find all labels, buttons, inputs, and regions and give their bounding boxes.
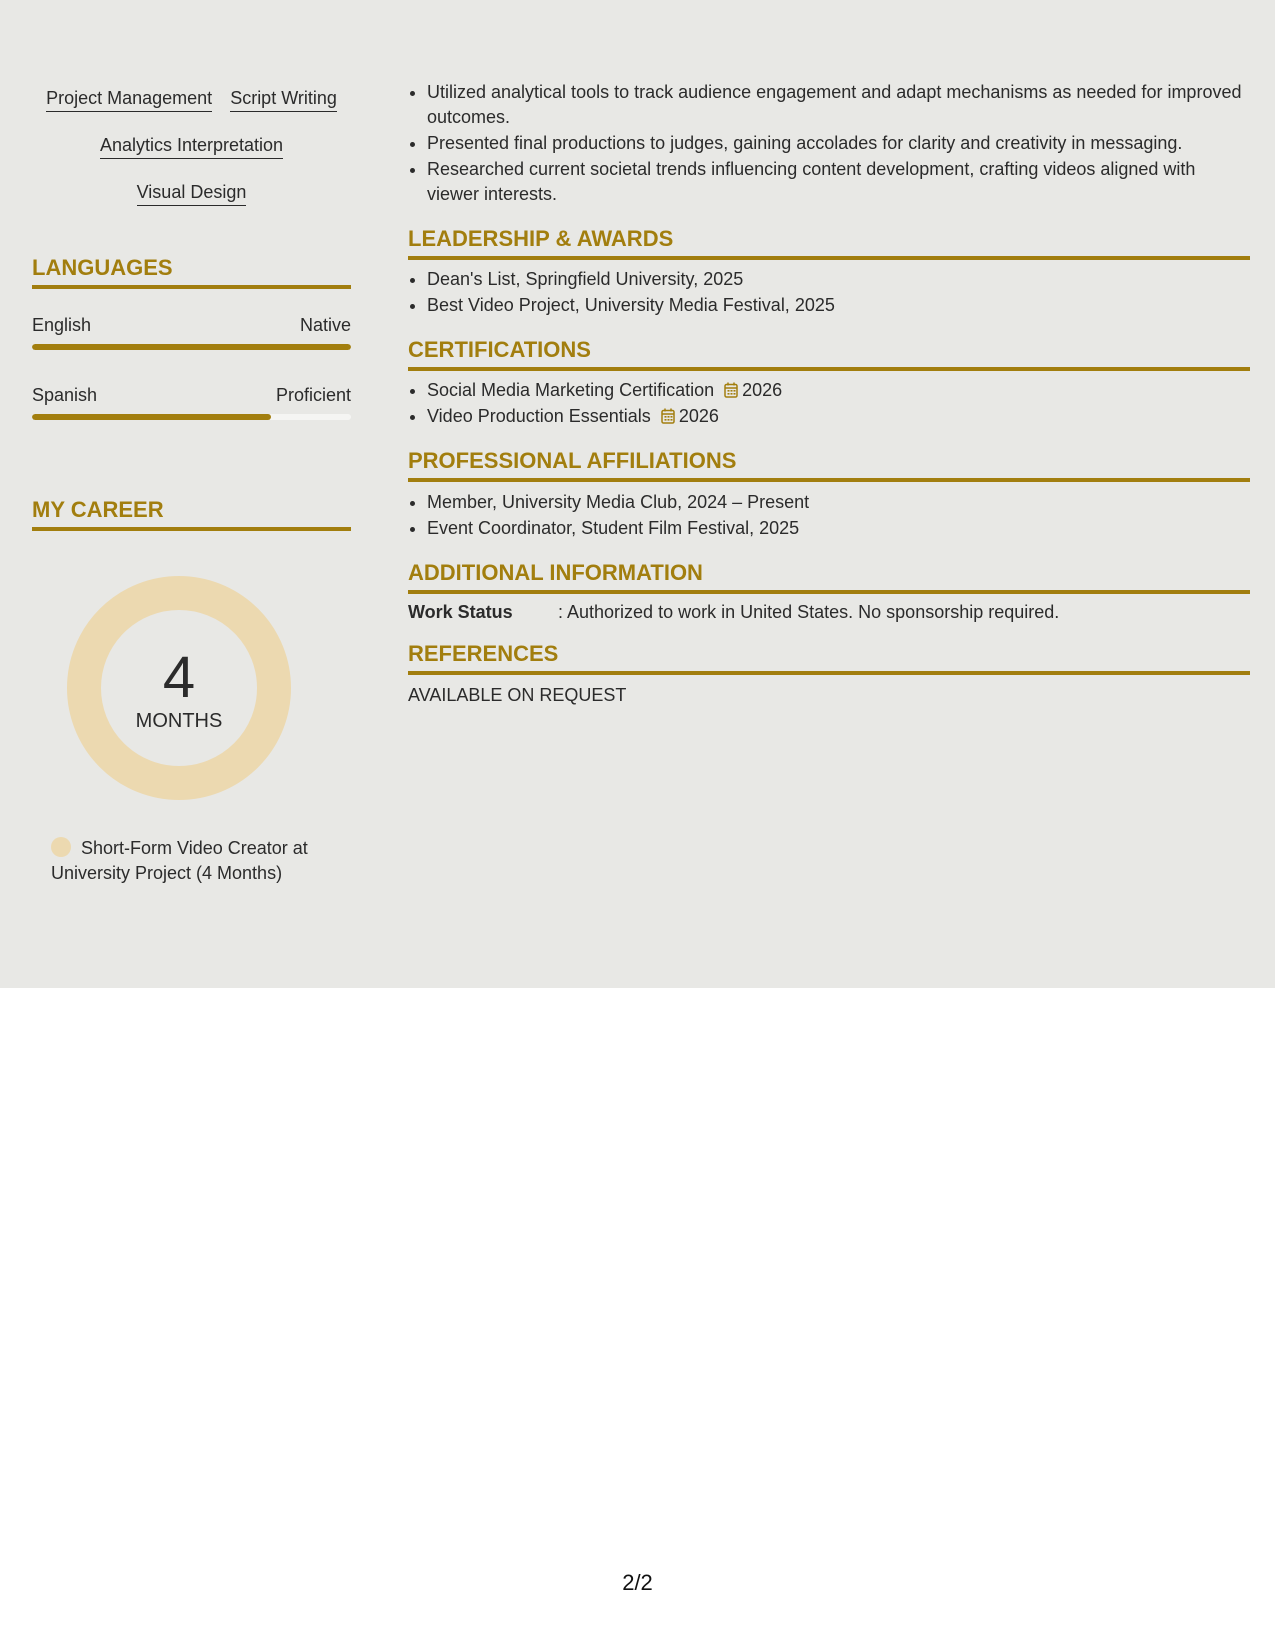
calendar-icon bbox=[724, 382, 738, 398]
list-item: • Presented final productions to judges, gaining accolades for clarity and creativity in messaging. bbox=[427, 131, 1250, 156]
skill-tag: Script Writing bbox=[230, 86, 337, 112]
career-legend-text: Short-Form Video Creator at University Project (4 Months) bbox=[51, 838, 308, 883]
career-total-value: 4 bbox=[162, 645, 196, 710]
work-status-row bbox=[408, 600, 1250, 624]
certification-year: 2026 bbox=[678, 406, 719, 426]
language-name: Spanish bbox=[32, 385, 98, 405]
list-item: • Event Coordinator, Student Film Festival, 2025 bbox=[427, 516, 1250, 541]
certifications-section bbox=[408, 378, 1250, 430]
language-name: English bbox=[32, 315, 92, 335]
certification-year: 2026 bbox=[742, 380, 783, 400]
additional-info-heading: ADDITIONAL INFORMATION bbox=[408, 560, 1250, 594]
certification-item bbox=[427, 404, 1250, 429]
affiliations-heading: PROFESSIONAL AFFILIATIONS bbox=[408, 448, 1250, 482]
work-status-label: Work Status bbox=[408, 602, 513, 622]
references-text: AVAILABLE ON REQUEST bbox=[408, 685, 627, 705]
page-number: 2/2 bbox=[622, 1570, 653, 1595]
languages-heading: LANGUAGES bbox=[32, 255, 351, 289]
language-level: Native bbox=[299, 315, 351, 335]
leadership-section bbox=[408, 267, 1250, 319]
certifications-heading: CERTIFICATIONS bbox=[408, 337, 1250, 371]
references-heading: REFERENCES bbox=[408, 641, 1250, 675]
legend-dot-icon bbox=[51, 837, 71, 857]
certification-name: Video Production Essentials bbox=[427, 406, 651, 426]
language-proficiency-fill bbox=[32, 344, 351, 350]
language-proficiency-bar bbox=[32, 344, 351, 350]
certification-item bbox=[427, 378, 1250, 403]
list-item: • Dean's List, Springfield University, 2025 bbox=[427, 267, 1250, 292]
work-status-value: : Authorized to work in United States. No sponsorship required. bbox=[558, 602, 1060, 622]
list-item: • Best Video Project, University Media Festival, 2025 bbox=[427, 293, 1250, 318]
list-item: • Utilized analytical tools to track audience engagement and adapt mechanisms as needed for improved outcomes. bbox=[427, 80, 1250, 130]
leadership-heading: LEADERSHIP & AWARDS bbox=[408, 226, 1250, 260]
career-donut-chart bbox=[67, 576, 291, 800]
language-proficiency-fill bbox=[32, 414, 271, 420]
list-item: • Researched current societal trends influencing content development, crafting videos aligned with viewer interests. bbox=[427, 157, 1250, 207]
language-item bbox=[32, 384, 351, 420]
skill-tag: Visual Design bbox=[137, 180, 247, 206]
experience-section bbox=[408, 80, 1250, 208]
skill-tag: Project Management bbox=[46, 86, 212, 112]
skill-tag: Analytics Interpretation bbox=[100, 133, 283, 159]
language-item bbox=[32, 314, 351, 350]
skills-list bbox=[32, 86, 351, 227]
career-legend bbox=[51, 836, 351, 886]
list-item: • Member, University Media Club, 2024 – Present bbox=[427, 490, 1250, 515]
language-proficiency-bar bbox=[32, 414, 351, 420]
calendar-icon bbox=[661, 408, 675, 424]
career-total-unit: MONTHS bbox=[135, 710, 223, 732]
language-level: Proficient bbox=[275, 385, 351, 405]
affiliations-section bbox=[408, 490, 1250, 542]
certification-name: Social Media Marketing Certification bbox=[427, 380, 715, 400]
career-heading: MY CAREER bbox=[32, 497, 351, 531]
